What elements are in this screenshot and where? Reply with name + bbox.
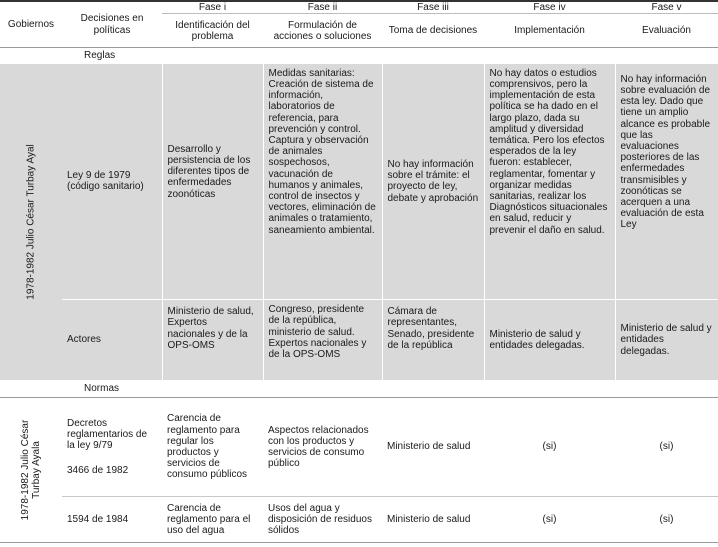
actores-fase5: Ministerio de salud y entidades delegadas. [615, 300, 718, 380]
reglas-label: Reglas [84, 50, 116, 62]
ley9-fase5: No hay información sobre evaluación de esta ley. Dado que tiene un amplio alcance es probable que las evaluaciones posteriores de las enfermedades transmisibles y zoonóticas se acerquen a una evaluación de esta Ley [615, 64, 718, 300]
header-fase-5: Fase v [651, 2, 682, 13]
actores-fase4: Ministerio de salud y entidades delegadas. [484, 300, 615, 380]
d3466-fase1: Carencia de reglamento para regular los productos y servicios de consumo públicos [167, 413, 248, 481]
header-fase-1: Fase i [198, 2, 227, 13]
table-row-actores [0, 300, 718, 380]
reglas-section-row [0, 48, 718, 64]
header-fase-3: Fase iii [417, 2, 449, 13]
decision-1594: 1594 de 1984 [67, 513, 129, 525]
normas-gobierno-cell [0, 398, 62, 543]
d3466-fase5: (si) [659, 441, 674, 453]
d1594-fase5: (si) [659, 513, 674, 525]
d1594-fase1: Carencia de reglamento para el uso del agua [167, 502, 251, 537]
header-title-5: Evaluación [615, 14, 718, 48]
actores-fase3: Cámara de representantes, Senado, presidente de la república [382, 300, 484, 380]
header-decisiones: Decisiones en políticas [80, 13, 144, 36]
header-title-2: Formulación de acciones o soluciones [263, 14, 382, 48]
ley9-fase3: No hay información sobre el trámite: el proyecto de ley, debate y aprobación [382, 64, 484, 300]
d1594-fase2: Usos del agua y disposición de residuos sólidos [268, 502, 372, 537]
header-title-3: Toma de decisiones [382, 14, 484, 48]
d1594-fase4: (si) [542, 513, 557, 525]
decision-decretos [62, 398, 162, 497]
d3466-fase3: Ministerio de salud [387, 441, 471, 453]
reglas-gobierno-label: 1978-1982 Julio César Turbay Ayal [25, 143, 37, 300]
normas-gobierno-label: 1978-1982 Julio César Turbay Ayala [19, 419, 42, 521]
reglas-gobierno-cell [0, 64, 62, 380]
actores-fase1: Ministerio de salud, Expertos nacionales y de la OPS-OMS [162, 300, 263, 380]
ley9-fase4: No hay datos o estudios comprensivos, pero la implementación de esta política se ha dado en el largo plazo, dada su amplitud y diversidad temática. Pero los efectos esperados de la ley fueron: establecer, reglamentar, fomentar y organizar medidas sanitarias, realizar los Diagnósticos situacionales en salud, reducir y prevenir el daño en salud. [484, 64, 615, 300]
header-gobiernos: Gobiernos [7, 19, 55, 30]
table-row-ley9 [0, 64, 718, 300]
decision-3466: 3466 de 1982 [67, 465, 129, 477]
decision-actores: Actores [62, 300, 162, 380]
normas-section-row [0, 380, 718, 398]
header-fase-2: Fase ii [307, 2, 338, 13]
table-row-decreto-3466 [0, 398, 718, 497]
d3466-fase2: Aspectos relacionados con los productos y servicios de consumo público [268, 424, 369, 470]
d3466-fase4: (si) [542, 441, 557, 453]
header-title-1: Identificación del problema [162, 14, 263, 48]
ley9-fase1: Desarrollo y persistencia de los diferentes tipos de enfermedades zoonóticas [162, 64, 263, 300]
normas-label: Normas [84, 382, 120, 394]
decision-decretos-title: Decretos reglamentarios de la ley 9/79 [67, 417, 148, 452]
actores-fase2: Congreso, presidente de la república, ministerio de salud. Expertos nacionales y de la OPS-OMS [263, 300, 382, 380]
header-fase-4: Fase iv [533, 2, 566, 13]
ley9-fase2: Medidas sanitarias: Creación de sistema de información, laboratorios de referencia, para prevención y control. Captura y observación de animales sospechosos, vacunación de humanos y animales, control de insectos y vectores, eliminación de animales o tratamiento, saneamiento ambiental. [263, 64, 382, 300]
table-row-decreto-1594 [0, 496, 718, 542]
decision-ley9: Ley 9 de 1979 (código sanitario) [67, 170, 144, 193]
phase-number-row [0, 1, 718, 14]
header-title-4: Implementación [484, 14, 615, 48]
d1594-fase3: Ministerio de salud [387, 513, 471, 525]
